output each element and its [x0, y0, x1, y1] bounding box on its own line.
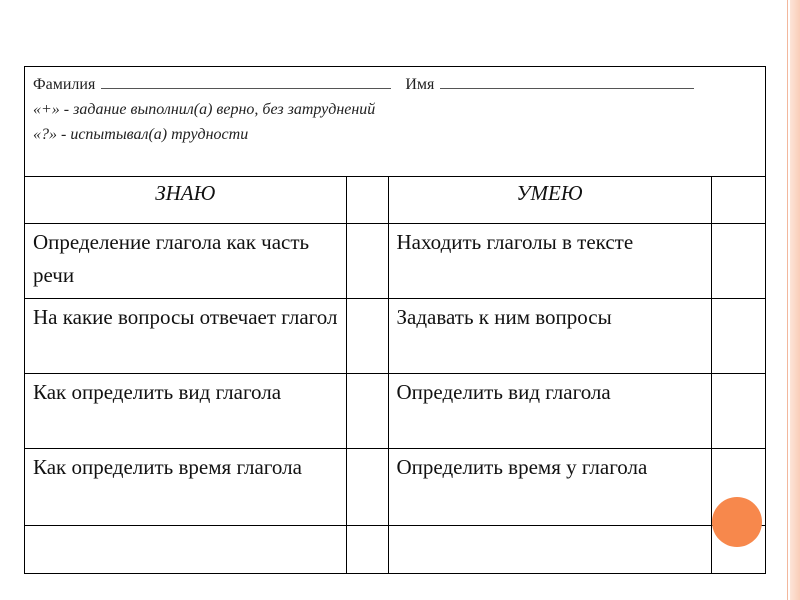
name-blank[interactable] — [440, 87, 694, 89]
self-assessment-worksheet — [24, 66, 766, 574]
mark-cell[interactable] — [346, 177, 388, 223]
know-text: Определение глагола как часть речи — [33, 229, 310, 287]
can-text: Определить вид глагола — [396, 379, 611, 404]
can-cell — [388, 525, 711, 573]
know-cell — [25, 525, 346, 573]
decorative-orange-circle — [712, 497, 762, 547]
can-cell — [388, 373, 711, 448]
column-header-know: ЗНАЮ — [25, 177, 346, 223]
can-cell — [388, 298, 711, 373]
know-text: На какие вопросы отвечает глагол — [33, 304, 338, 329]
can-text — [389, 526, 711, 528]
decorative-right-strip — [790, 0, 800, 600]
worksheet-header — [25, 67, 765, 177]
table-row — [25, 298, 765, 373]
mark-cell[interactable] — [711, 373, 765, 448]
mark-cell[interactable] — [346, 373, 388, 448]
table-row — [25, 223, 765, 298]
mark-cell[interactable] — [711, 223, 765, 298]
mark-cell[interactable] — [346, 298, 388, 373]
can-cell — [388, 223, 711, 298]
mark-cell[interactable] — [711, 298, 765, 373]
name-fields-line — [33, 76, 694, 94]
mark-cell[interactable] — [711, 177, 765, 223]
can-text: Задавать к ним вопросы — [396, 304, 612, 329]
can-text: Определить время у глагола — [396, 454, 648, 479]
mark-cell[interactable] — [346, 223, 388, 298]
know-text — [25, 526, 346, 528]
know-cell — [25, 223, 346, 298]
can-text: Находить глаголы в тексте — [396, 229, 634, 254]
legend-question: «?» - испытывал(а) трудности — [33, 126, 249, 143]
table-row — [25, 373, 765, 448]
column-header-can: УМЕЮ — [388, 177, 711, 223]
know-text: Как определить время глагола — [33, 454, 302, 479]
table-row — [25, 525, 765, 573]
know-can-table — [25, 177, 765, 573]
surname-label: Фамилия — [33, 76, 96, 93]
name-label: Имя — [405, 76, 435, 93]
surname-blank[interactable] — [101, 87, 391, 89]
legend-plus: «+» - задание выполнил(а) верно, без затруднений — [33, 101, 376, 118]
know-cell — [25, 373, 346, 448]
can-cell — [388, 448, 711, 525]
know-text: Как определить вид глагола — [33, 379, 282, 404]
table-header-row — [25, 177, 765, 223]
know-cell — [25, 298, 346, 373]
know-cell — [25, 448, 346, 525]
table-row — [25, 448, 765, 525]
mark-cell[interactable] — [346, 448, 388, 525]
mark-cell[interactable] — [346, 525, 388, 573]
